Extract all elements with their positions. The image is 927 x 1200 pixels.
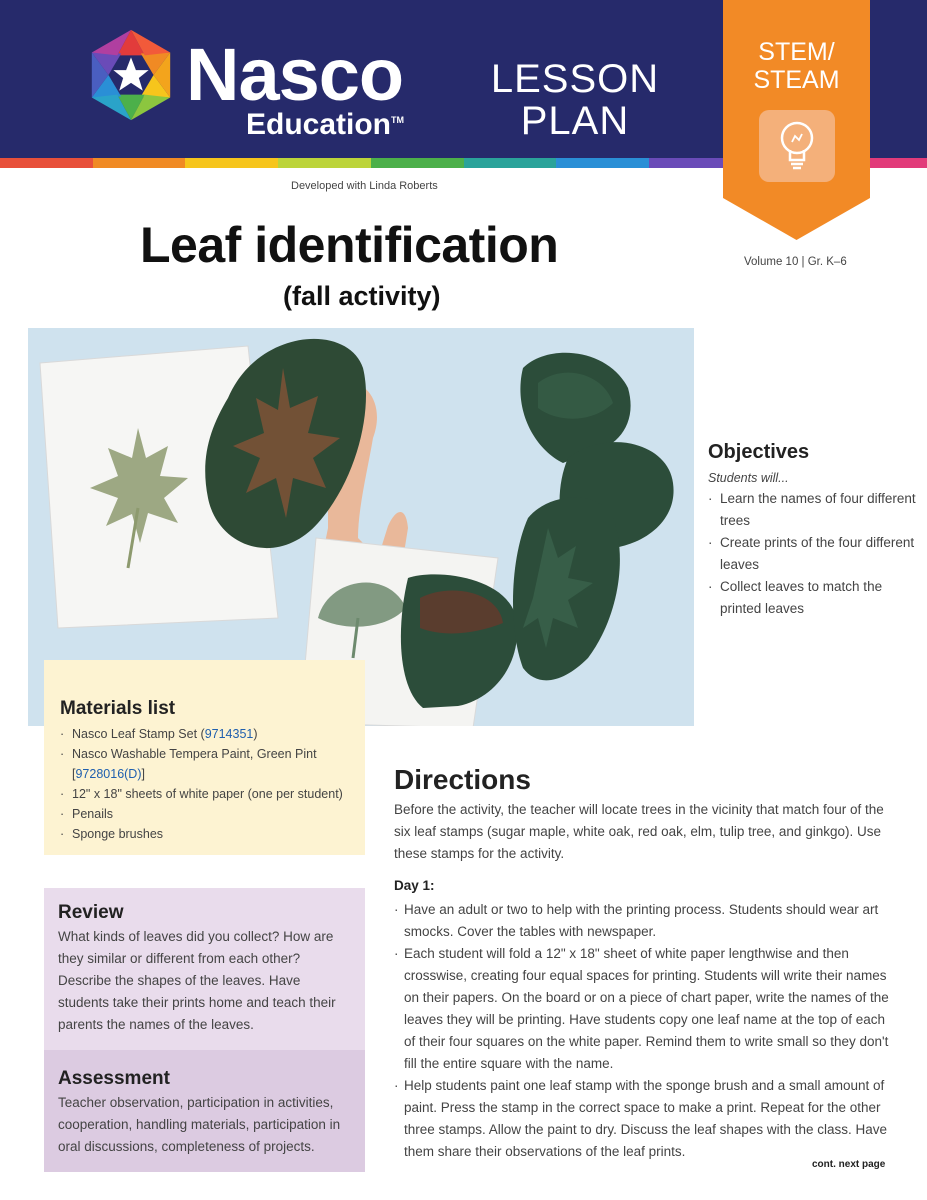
materials-box — [44, 660, 365, 855]
list-item: · Learn the names of four different trees — [708, 488, 918, 532]
list-item: · Sponge brushes — [60, 824, 349, 844]
lightbulb-icon-box — [759, 110, 835, 182]
day-heading: Day 1: — [394, 878, 435, 893]
list-item: · Each student will fold a 12" x 18" sheet of white paper lengthwise and then crosswise, creating four equal spaces for printing. Students will write their names on their papers. On the board or on a piece of chart paper, write the names of the leaves they will be printing. Have students copy one leaf name at the top of each of their four squares on the white paper. Remind them to write small so they don't fill the entire square with the name. — [394, 943, 894, 1075]
review-text: What kinds of leaves did you collect? How are they similar or different from each other? Describe the shapes of the leaves. Have students take their prints home and teach their parents the names of the leaves. — [58, 929, 336, 1032]
directions-intro: Before the activity, the teacher will locate trees in the vicinity that match four of the six leaf stamps (sugar maple, white oak, red oak, elm, tulip tree, and ginkgo). Use these stamps for the activity. — [394, 802, 884, 861]
review-box — [44, 888, 365, 1050]
continued-note: cont. next page — [812, 1159, 886, 1170]
lightbulb-icon — [759, 110, 835, 182]
assessment-box — [44, 1050, 365, 1172]
assessment-title: Assessment — [58, 1068, 170, 1089]
review-title: Review — [58, 902, 124, 923]
page-title: Leaf identification — [140, 217, 559, 273]
product-code-link[interactable]: 9714351 — [204, 727, 254, 741]
list-item: · Collect leaves to match the printed leaves — [708, 576, 918, 620]
materials-title: Materials list — [60, 698, 176, 719]
list-item: · Penails — [60, 804, 349, 824]
objectives-list — [708, 488, 918, 620]
list-item: · Create prints of the four different leaves — [708, 532, 918, 576]
materials-list — [60, 724, 349, 844]
objectives-intro: Students will... — [708, 471, 789, 485]
list-item: · Have an adult or two to help with the printing process. Students should wear art smocks. Cover the tables with newspaper. — [394, 899, 894, 943]
product-code-link[interactable]: 9728016(D) — [75, 767, 142, 781]
brand-subtitle: Education™ — [246, 108, 405, 141]
objectives-title: Objectives — [708, 441, 810, 463]
lesson-plan-label: LESSON PLAN — [490, 57, 660, 143]
list-item: · Nasco Leaf Stamp Set (9714351) — [60, 724, 349, 744]
directions-title: Directions — [394, 764, 531, 795]
brand-name: Nasco — [186, 33, 404, 116]
list-item: · Nasco Washable Tempera Paint, Green Pint [9728016(D)] — [60, 744, 349, 784]
credit-line: Developed with Linda Roberts — [291, 180, 438, 192]
directions-steps — [394, 899, 894, 1163]
volume-grade: Volume 10 | Gr. K–6 — [744, 256, 847, 268]
list-item: · 12" x 18" sheets of white paper (one per student) — [60, 784, 349, 804]
assessment-text: Teacher observation, participation in activities, cooperation, handling materials, participation in oral discussions, completeness of projects. — [58, 1095, 341, 1154]
list-item: · Help students paint one leaf stamp with the sponge brush and a small amount of paint. Press the stamp in the correct space to make a print. Repeat for the other three stamps. Allow the paint to dry. Discuss the leaf shapes with the class. Have them share their observations of the leaf prints. — [394, 1075, 894, 1163]
page-subtitle: (fall activity) — [283, 281, 441, 311]
stem-label: STEM/ STEAM — [753, 38, 840, 94]
nasco-star-logo-icon — [82, 26, 180, 124]
